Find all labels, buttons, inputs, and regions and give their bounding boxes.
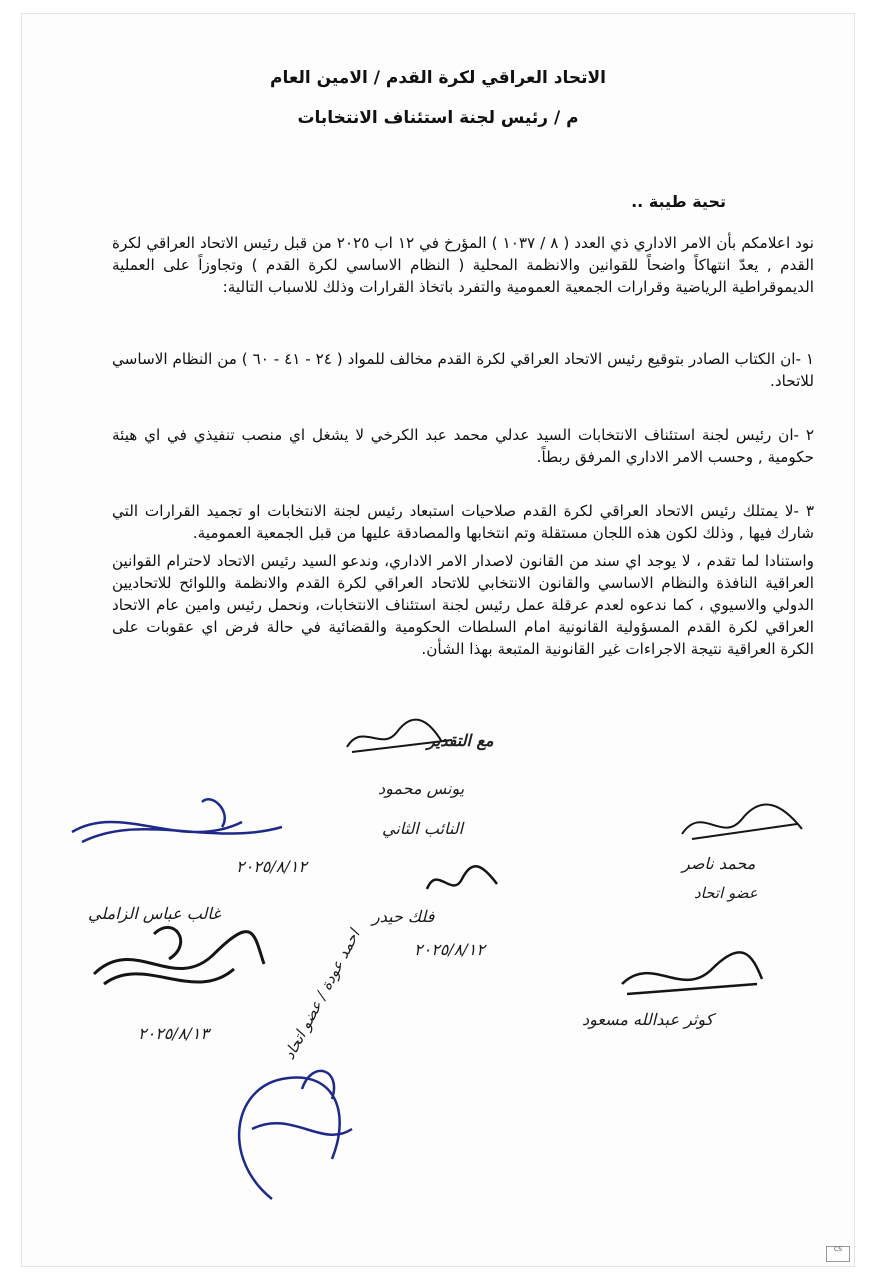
signature-scribble-6 [612,939,772,1009]
signature-scribble-4 [672,794,812,854]
signer-date-2: ٢٠٢٥/٨/١٢ [414,940,485,959]
greeting: تحية طيبة .. [631,192,726,211]
letter-header-line2: م / رئيس لجنة استئناف الانتخابات [297,108,579,128]
signature-scribble-7 [212,1049,362,1209]
closing-text: مع التقدير [427,731,494,750]
scanner-logo: CS [826,1246,850,1262]
signature-scribble-2 [422,859,502,904]
signer-name-3: غالب عباس الزاملي [88,904,221,923]
signer-title-1: النائب الثاني [382,819,464,838]
item-1: ١ -ان الكتاب الصادر بتوقيع رئيس الاتحاد العراقي لكرة القدم مخالف للمواد ( ٢٤ - ٤١ - ٦٠ ) من النظام الاساسي للاتحاد. [112,350,814,390]
item-3: ٣ -لا يمتلك رئيس الاتحاد العراقي لكرة القدم صلاحيات استبعاد رئيس لجنة الانتخابات او تجميد القرارات التي شارك فيها , وذلك لكون هذه اللجان مستقلة وتم انتخابها والمصادقة عليها من قبل الجمعية العمومية. [112,502,814,542]
signer-title-4: عضو اتحاد [694,884,758,902]
signer-name-2: فلك حيدر [372,907,435,926]
conclusion-paragraph: واستنادا لما تقدم ، لا يوجد اي سند من القانون لاصدار الامر الاداري، وندعو السيد رئيس الاتحاد لاحترام القوانين العراقية النافذة والنظام الاساسي والقانون الانتخابي للاتحاد العراقي لكرة القدم والانظمة واللوائح للاتحاديين الدولي والاسيوي ، كما ندعوه لعدم عرقلة عمل رئيس لجنة استئناف الانتخابات، ونحمل رئيس وامين عام الاتحاد العراقي لكرة القدم المسؤولية القانونية امام السلطات الحكومية والقضائية في حالة فرض اي عقوبات على الكرة العراقية نتيجة الاجراءات غير القانونية المتبعة بهذا الشأن. [112,552,814,658]
signer-date-3: ٢٠٢٥/٨/١٢ [236,857,307,876]
signer-date-1: ٢٠٢٥/٨/١٣ [138,1024,209,1043]
signature-scribble-5 [74,914,274,1014]
letter-header-line1: الاتحاد العراقي لكرة القدم / الامين العام [270,68,606,88]
intro-paragraph: نود اعلامكم بأن الامر الاداري ذي العدد ( ٨ / ١٠٣٧ ) المؤرخ في ١٢ اب ٢٠٢٥ من قبل رئيس الاتحاد العراقي لكرة القدم , يعدّ انتهاكاً واضحاً للقوانين والانظمة المحلية ( النظام الاساسي لكرة القدم ) وتجاوزاً على العملية الديموقراطية الرياضية وقرارات الجمعية العمومية والتفرد باتخاذ القرارات وذلك للاسباب التالية: [112,234,814,296]
signer-name-5: كوثر عبدالله مسعود [582,1010,714,1029]
signer-name-6: احمد عودة / عضو اتحاد [280,926,364,1063]
letter-page [22,14,854,1266]
item-2: ٢ -ان رئيس لجنة استئناف الانتخابات السيد عدلي محمد عبد الكرخي لا يشغل اي منصب تنفيذي في اي هيئة حكومية , وحسب الامر الاداري المرفق ربطاً. [112,426,814,466]
signer-name-1: يونس محمود [378,779,465,798]
signer-name-4: محمد ناصر [682,854,756,873]
